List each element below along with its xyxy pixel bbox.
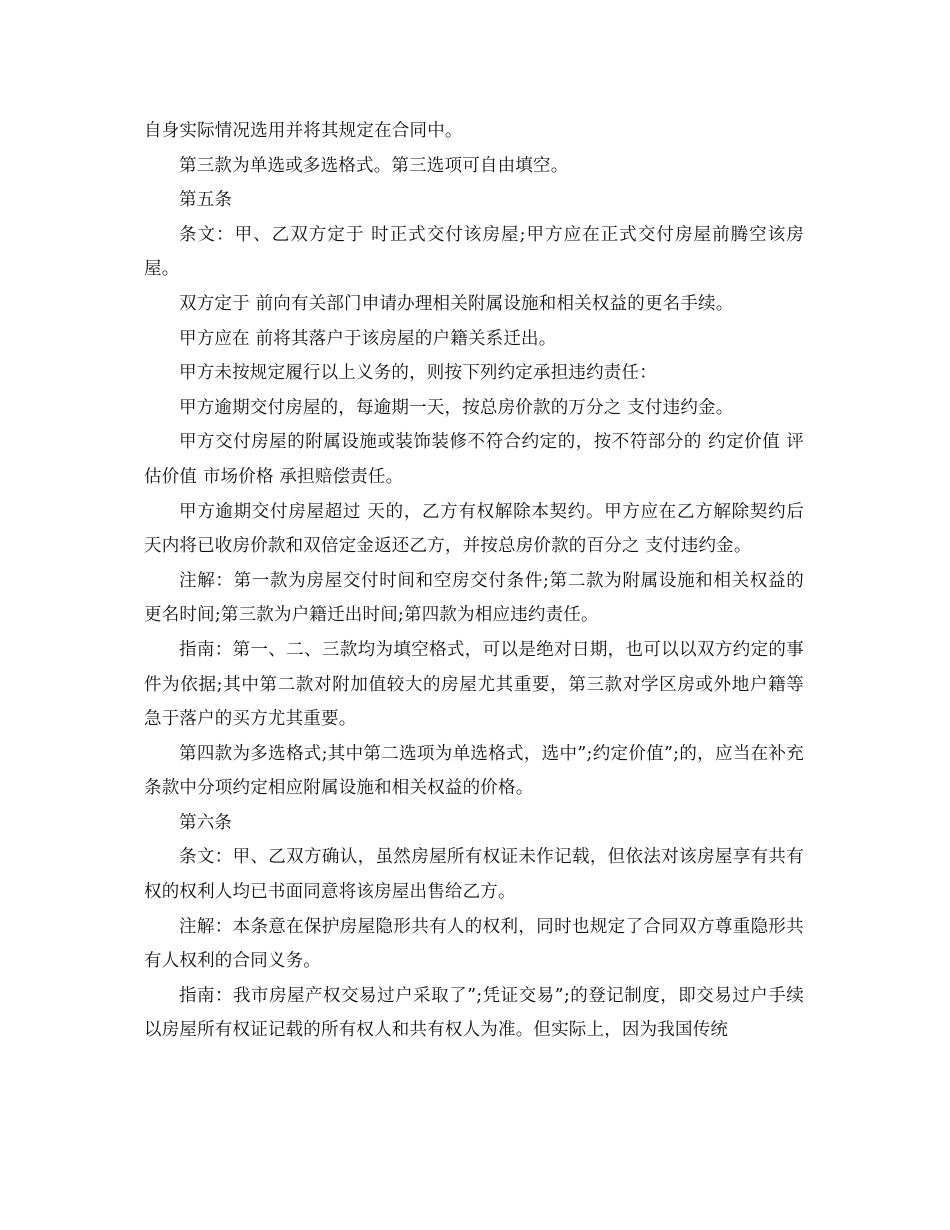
note-paragraph: 注解：本条意在保护房屋隐形共有人的权利，同时也规定了合同双方尊重隐形共有人权利的合同义务。 — [144, 916, 804, 972]
paragraph: 双方定于 前向有关部门申请办理相关附属设施和相关权益的更名手续。 — [179, 293, 734, 314]
guide-paragraph: 指南：第一、二、三款均为填空格式，可以是绝对日期，也可以以双方约定的事件为依据;其中第二款对附加值较大的房屋尤其重要，第三款对学区房或外地户籍等急于落户的买方尤其重要。 — [144, 639, 804, 730]
paragraph: 第三款为单选或多选格式。第三选项可自由填空。 — [179, 155, 569, 176]
paragraph: 条文：甲、乙双方定于 时正式交付该房屋;甲方应在正式交付房屋前腾空该房屋。 — [144, 224, 804, 280]
paragraph: 甲方应在 前将其落户于该房屋的户籍关系迁出。 — [179, 328, 557, 349]
article-heading-5: 第五条 — [179, 190, 233, 211]
guide-paragraph: 指南：我市房屋产权交易过户采取了”;凭证交易”;的登记制度，即交易过户手续以房屋所有权证记载的所有权人和共有权人为准。但实际上，因为我国传统 — [144, 985, 804, 1041]
paragraph: 条文：甲、乙双方确认，虽然房屋所有权证未作记载，但依法对该房屋享有共有权的权利人均已书面同意将该房屋出售给乙方。 — [144, 847, 804, 903]
paragraph: 甲方逾期交付房屋的，每逾期一天，按总房价款的万分之 支付违约金。 — [179, 397, 734, 418]
paragraph: 甲方逾期交付房屋超过 天的，乙方有权解除本契约。甲方应在乙方解除契约后 天内将已收房价款和双倍定金返还乙方，并按总房价款的百分之 支付违约金。 — [144, 501, 804, 557]
document-body — [144, 114, 804, 1048]
article-heading-6: 第六条 — [179, 812, 233, 833]
paragraph-continuation: 自身实际情况选用并将其规定在合同中。 — [144, 121, 463, 141]
paragraph: 甲方未按规定履行以上义务的，则按下列约定承担违约责任： — [179, 363, 657, 384]
note-paragraph: 注解：第一款为房屋交付时间和空房交付条件;第二款为附属设施和相关权益的更名时间;第三款为户籍迁出时间;第四款为相应违约责任。 — [144, 570, 804, 626]
paragraph: 第四款为多选格式;其中第二选项为单选格式，选中”;约定价值”;的，应当在补充条款中分项约定相应附属设施和相关权益的价格。 — [144, 743, 804, 799]
paragraph: 甲方交付房屋的附属设施或装饰装修不符合约定的，按不符部分的 约定价值 评估价值 市场价格 承担赔偿责任。 — [144, 432, 804, 487]
